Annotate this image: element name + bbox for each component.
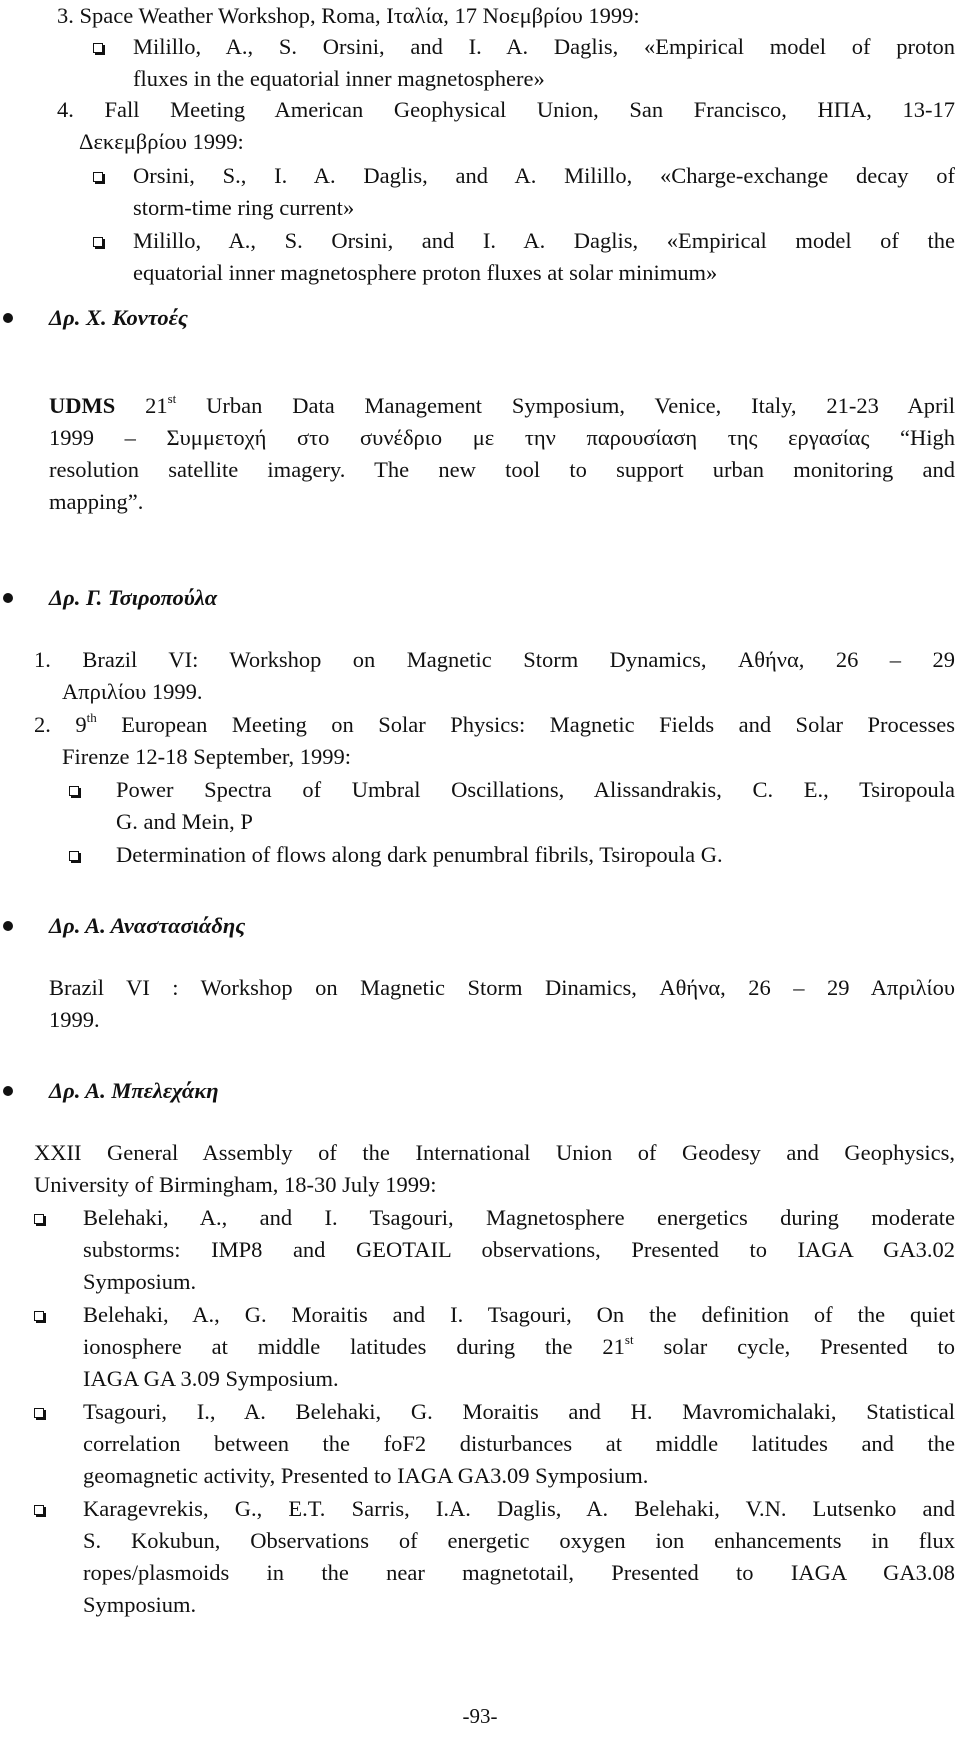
list-item-1: 1. Brazil VI: Workshop on Magnetic Storm Dynamics, Αθήνα, 26 – 29 [34, 647, 955, 672]
list-item-4-cont: Δεκεμβρίου 1999: [79, 129, 244, 154]
paragraph-line: Brazil VI : Workshop on Magnetic Storm Dinamics, Αθήνα, 26 – 29 Απριλίου [49, 975, 955, 1000]
citation-text: solar cycle, Presented to [663, 1334, 956, 1359]
paragraph-text: Urban Data Management Symposium, Venice, Italy, 21-23 April [206, 393, 955, 418]
udms-label: UDMS [49, 393, 116, 418]
page-number: -93- [462, 1704, 498, 1728]
citation-text: ionosphere at middle latitudes during the 21 [83, 1334, 625, 1359]
ordinal-suffix: st [167, 390, 177, 406]
paragraph-line: 1999 – Συμμετοχή στο συνέδριο με την παρουσίαση της εργασίας “High [49, 425, 955, 450]
citation-line: Milillo, A., S. Orsini, and I. A. Daglis, «Empirical model of proton [133, 34, 955, 59]
paragraph-line: XXII General Assembly of the International Union of Geodesy and Geophysics, [34, 1140, 955, 1165]
bullet-icon [3, 593, 13, 603]
citation-line: Tsagouri, I., A. Belehaki, G. Moraitis and H. Mavromichalaki, Statistical [83, 1399, 955, 1424]
list-item-3: 3. Space Weather Workshop, Roma, Ιταλία, 17 Νοεμβρίου 1999: [57, 3, 640, 28]
citation-line: IAGA GA 3.09 Symposium. [83, 1366, 339, 1391]
checkbox-bullet-icon [69, 851, 79, 861]
citation-line: substorms: IMP8 and GEOTAIL observations, Presented to IAGA GA3.02 [83, 1237, 955, 1262]
section-heading-belehaki: Δρ. Α. Μπελεχάκη [49, 1078, 219, 1103]
citation-line: equatorial inner magnetosphere proton fluxes at solar minimum» [133, 260, 718, 285]
list-item-2 [34, 709, 955, 742]
citation-line: Determination of flows along dark penumbral fibrils, Tsiropoula G. [116, 842, 723, 867]
ordinal-suffix: th [86, 709, 97, 725]
citation-line: fluxes in the equatorial inner magnetosphere» [133, 66, 545, 91]
checkbox-bullet-icon [93, 172, 103, 182]
citation-line: ropes/plasmoids in the near magnetotail, Presented to IAGA GA3.08 [83, 1560, 955, 1585]
citation-line: geomagnetic activity, Presented to IAGA GA3.09 Symposium. [83, 1463, 649, 1488]
citation-line: Karagevrekis, G., E.T. Sarris, I.A. Daglis, A. Belehaki, V.N. Lutsenko and [83, 1496, 955, 1521]
bullet-icon [3, 921, 13, 931]
citation-line [83, 1331, 955, 1364]
ordinal-number: 21 [145, 393, 168, 418]
citation-line: Orsini, S., I. A. Daglis, and A. Milillo, «Charge-exchange decay of [133, 163, 955, 188]
citation-line: correlation between the foF2 disturbances at middle latitudes and the [83, 1431, 955, 1456]
checkbox-bullet-icon [69, 786, 79, 796]
paragraph-line: 1999. [49, 1007, 100, 1032]
paragraph-line: University of Birmingham, 18-30 July 1999: [34, 1172, 437, 1197]
checkbox-bullet-icon [93, 237, 103, 247]
citation-line: Symposium. [83, 1269, 197, 1294]
citation-line: G. and Mein, P [116, 809, 253, 834]
citation-line: Milillo, A., S. Orsini, and I. A. Daglis, «Empirical model of the [133, 228, 955, 253]
checkbox-bullet-icon [34, 1214, 44, 1224]
citation-line: Belehaki, A., G. Moraitis and I. Tsagouri, On the definition of the quiet [83, 1302, 955, 1327]
list-number: 2. 9 [34, 712, 87, 737]
checkbox-bullet-icon [34, 1505, 44, 1515]
citation-line: Power Spectra of Umbral Oscillations, Alissandrakis, C. E., Tsiropoula [116, 777, 955, 802]
list-text: European Meeting on Solar Physics: Magnetic Fields and Solar Processes [121, 712, 955, 737]
checkbox-bullet-icon [34, 1311, 44, 1321]
checkbox-bullet-icon [93, 43, 103, 53]
paragraph-line: mapping”. [49, 489, 144, 514]
bullet-icon [3, 313, 13, 323]
citation-line: Belehaki, A., and I. Tsagouri, Magnetosphere energetics during moderate [83, 1205, 955, 1230]
ordinal-suffix: st [624, 1331, 634, 1347]
paragraph-line: resolution satellite imagery. The new tool to support urban monitoring and [49, 457, 955, 482]
list-item-2-cont: Firenze 12-18 September, 1999: [62, 744, 352, 769]
section-heading-tsiropoula: Δρ. Γ. Τσιροπούλα [49, 585, 218, 610]
paragraph-line [49, 390, 955, 423]
list-item-1-cont: Απριλίου 1999. [62, 679, 203, 704]
list-item-4: 4. Fall Meeting American Geophysical Union, San Francisco, ΗΠΑ, 13-17 [57, 97, 955, 122]
citation-line: Symposium. [83, 1592, 197, 1617]
bullet-icon [3, 1086, 13, 1096]
citation-line: storm-time ring current» [133, 195, 355, 220]
checkbox-bullet-icon [34, 1408, 44, 1418]
citation-line: S. Kokubun, Observations of energetic oxygen ion enhancements in flux [83, 1528, 955, 1553]
section-heading-kontoes: Δρ. Χ. Κοντοές [49, 305, 188, 330]
section-heading-anastasiadis: Δρ. Α. Αναστασιάδης [49, 913, 246, 938]
